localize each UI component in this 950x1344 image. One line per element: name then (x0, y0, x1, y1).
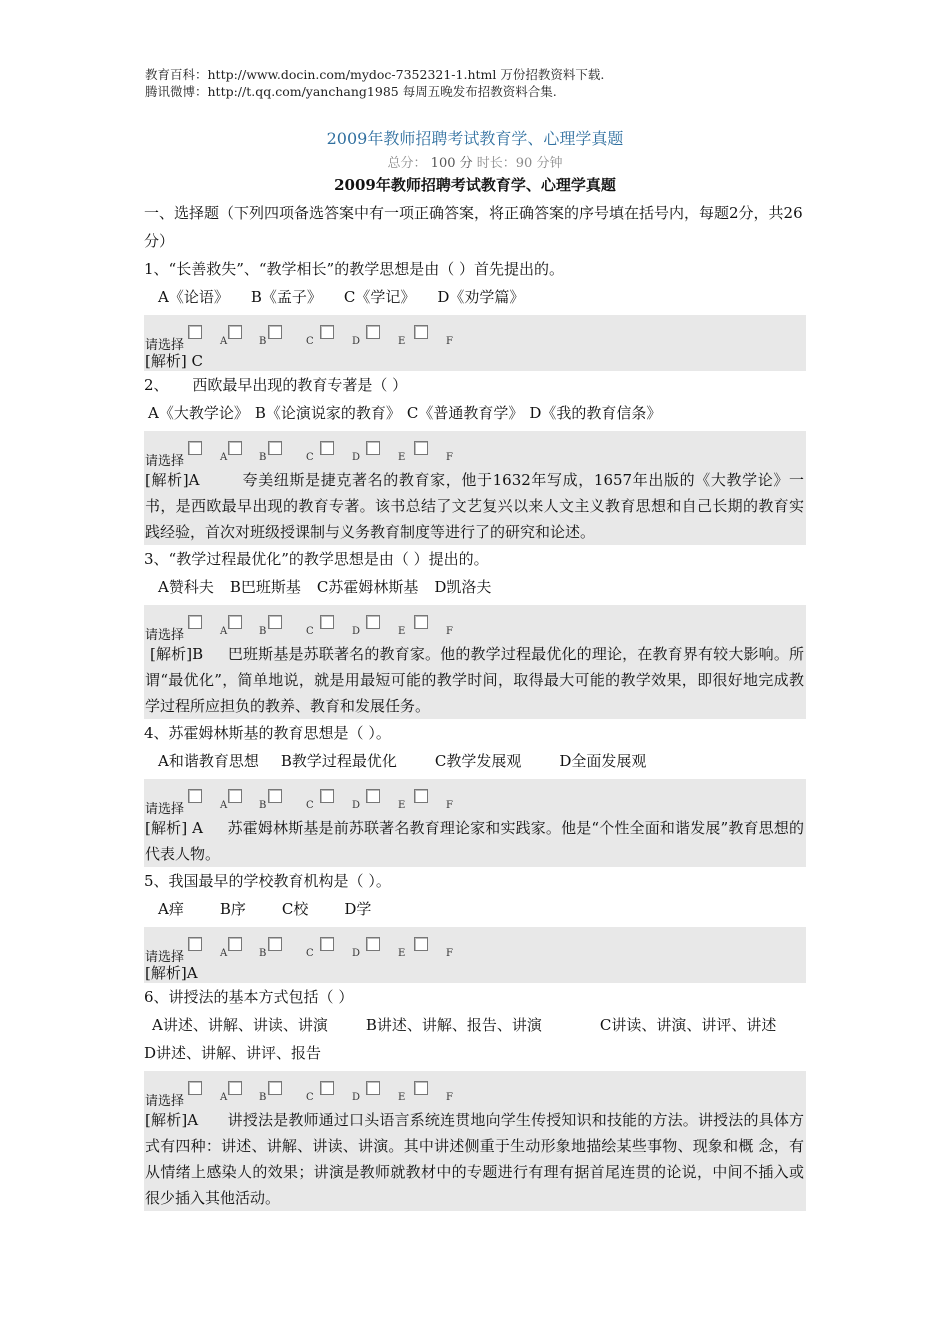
checkbox-label: D (352, 800, 361, 811)
option: A痒 (158, 900, 184, 918)
question-list (144, 199, 806, 1211)
checkbox-label: C (306, 626, 314, 637)
checkbox-label: F (446, 626, 453, 637)
checkbox-d[interactable] (320, 325, 334, 339)
checkbox-label: C (306, 452, 314, 463)
analysis-5: [解析]A (144, 963, 806, 983)
question-3: 3、“教学过程最优化”的教学思想是由（ ）提出的。 (144, 550, 489, 568)
checkbox-a[interactable] (188, 789, 202, 803)
duration-value: 90 分钟 (515, 156, 563, 171)
checkbox-label: B (259, 626, 267, 637)
option: A《大教学论》 (148, 404, 249, 422)
select-label: 请选择 (145, 1094, 185, 1109)
checkbox-c[interactable] (268, 441, 282, 455)
duration-label: 时长： (476, 156, 516, 171)
option: B讲述、讲解、报告、讲演 (365, 1016, 542, 1034)
page-header (145, 66, 604, 100)
checkbox-c[interactable] (268, 615, 282, 629)
checkbox-label: B (259, 948, 267, 959)
question-5-options (144, 895, 806, 923)
checkbox-a[interactable] (188, 325, 202, 339)
question-2-options (144, 399, 806, 427)
checkbox-label: E (398, 800, 406, 811)
option: C《学记》 (343, 288, 416, 306)
answer-select-row (144, 431, 806, 467)
checkbox-e[interactable] (366, 325, 380, 339)
answer-select-row (144, 315, 806, 351)
checkbox-b[interactable] (228, 1081, 242, 1095)
checkbox-label: B (259, 336, 267, 347)
question-3-options (144, 573, 806, 601)
exam-title: 2009年教师招聘考试教育学、心理学真题 (326, 129, 624, 148)
checkbox-label: D (352, 336, 361, 347)
question-6: 6、讲授法的基本方式包括（ ） (144, 988, 354, 1006)
checkbox-e[interactable] (366, 789, 380, 803)
question-2: 2、 西欧最早出现的教育专著是（ ） (144, 376, 408, 394)
checkbox-a[interactable] (188, 615, 202, 629)
select-label: 请选择 (145, 454, 185, 469)
answer-select-row (144, 779, 806, 815)
option: B序 (219, 900, 246, 918)
select-label: 请选择 (145, 338, 185, 353)
analysis-2: [解析]A 夸美纽斯是捷克著名的教育家，他于1632年写成，1657年出版的《大教学论》一书，是西欧最早出现的教育专著。该书总结了文艺复兴以来人文主义教育思想和自己长期的教育实践经验，首次对班级授课制与义务教育制度等进行了的研究和论述。 (144, 467, 806, 545)
exam-title-bold: 2009年教师招聘考试教育学、心理学真题 (334, 176, 616, 194)
checkbox-b[interactable] (228, 441, 242, 455)
checkbox-c[interactable] (268, 789, 282, 803)
option: A讲述、讲解、讲读、讲演 (152, 1016, 328, 1034)
checkbox-label: C (306, 336, 314, 347)
checkbox-label: B (259, 800, 267, 811)
option: C苏霍姆林斯基 (316, 578, 419, 596)
checkbox-label: A (220, 800, 228, 811)
checkbox-label: F (446, 1092, 453, 1103)
checkbox-label: F (446, 948, 453, 959)
analysis-4: [解析] A 苏霍姆林斯基是前苏联著名教育理论家和实践家。他是“个性全面和谐发展”教育思想的代表人物。 (144, 815, 806, 867)
exam-meta (0, 152, 950, 171)
question-4: 4、苏霍姆林斯基的教育思想是（ ）。 (144, 724, 391, 742)
checkbox-b[interactable] (228, 789, 242, 803)
answer-select-row (144, 1071, 806, 1107)
option: A和谐教育思想 (158, 752, 259, 770)
analysis-3: [解析]B 巴班斯基是苏联著名的教育家。他的教学过程最优化的理论，在教育界有较大影响。所谓“最优化”，简单地说，就是用最短可能的教学时间，取得最大可能的教学效果，即很好地完成教学过程所应担负的教养、教育和发展任务。 (144, 641, 806, 719)
checkbox-label: A (220, 1092, 228, 1103)
option: C教学发展观 (434, 752, 522, 770)
checkbox-label: C (306, 1092, 314, 1103)
checkbox-label: D (352, 948, 361, 959)
option: D《我的教育信条》 (529, 404, 662, 422)
checkbox-b[interactable] (228, 615, 242, 629)
checkbox-label: B (259, 452, 267, 463)
checkbox-label: F (446, 800, 453, 811)
checkbox-label: D (352, 452, 361, 463)
question-6-options (144, 1011, 806, 1039)
checkbox-a[interactable] (188, 441, 202, 455)
checkbox-label: E (398, 1092, 406, 1103)
checkbox-label: E (398, 948, 406, 959)
checkbox-f[interactable] (414, 789, 428, 803)
checkbox-d[interactable] (320, 937, 334, 951)
checkbox-label: A (220, 948, 228, 959)
option: B巴班斯基 (229, 578, 301, 596)
checkbox-f[interactable] (414, 615, 428, 629)
checkbox-f[interactable] (414, 937, 428, 951)
option: B《论演说家的教育》 (254, 404, 401, 422)
select-label: 请选择 (145, 628, 185, 643)
checkbox-a[interactable] (188, 1081, 202, 1095)
checkbox-label: A (220, 452, 228, 463)
analysis-6: [解析]A 讲授法是教师通过口头语言系统连贯地向学生传授知识和技能的方法。讲授法的具体方式有四种：讲述、讲解、讲读、讲演。其中讲述侧重于生动形象地描绘某些事物、现象和概 念，有从情绪上感染人的效果；讲演是教师就教材中的专题进行有理有据首尾连贯的论说，中间不插入或很少插入其他活动。 (144, 1107, 806, 1211)
option: D全面发展观 (559, 752, 647, 770)
checkbox-b[interactable] (228, 325, 242, 339)
question-4-options (144, 747, 806, 775)
checkbox-label: B (259, 1092, 267, 1103)
checkbox-d[interactable] (320, 1081, 334, 1095)
checkbox-label: A (220, 336, 228, 347)
total-label: 总分： (387, 156, 427, 171)
question-6-option-d: D讲述、讲解、讲评、报告 (144, 1044, 322, 1062)
select-label: 请选择 (145, 802, 185, 817)
analysis-1: [解析] C (144, 351, 806, 371)
checkbox-d[interactable] (320, 789, 334, 803)
checkbox-e[interactable] (366, 441, 380, 455)
checkbox-label: C (306, 800, 314, 811)
option: D《劝学篇》 (437, 288, 525, 306)
checkbox-b[interactable] (228, 937, 242, 951)
question-5: 5、我国最早的学校教育机构是（ ）。 (144, 872, 391, 890)
checkbox-label: D (352, 1092, 361, 1103)
checkbox-e[interactable] (366, 1081, 380, 1095)
header-line-docin: 教育百科：http://www.docin.com/mydoc-7352321-1.html 万份招教资料下载. (145, 67, 605, 82)
checkbox-label: F (446, 452, 453, 463)
checkbox-c[interactable] (268, 325, 282, 339)
option: D学 (344, 900, 372, 918)
checkbox-c[interactable] (268, 937, 282, 951)
option: A赞科夫 (158, 578, 214, 596)
checkbox-label: D (352, 626, 361, 637)
section-intro: 一、选择题（下列四项备选答案中有一项正确答案，将正确答案的序号填在括号内，每题2分，共26分） (144, 204, 803, 250)
checkbox-label: E (398, 336, 406, 347)
select-label: 请选择 (145, 950, 185, 965)
question-1: 1、“长善救失”、“教学相长”的教学思想是由（ ）首先提出的。 (144, 260, 564, 278)
checkbox-label: F (446, 336, 453, 347)
checkbox-label: E (398, 452, 406, 463)
checkbox-c[interactable] (268, 1081, 282, 1095)
option: B《孟子》 (250, 288, 322, 306)
option: C讲读、讲演、讲评、讲述 (599, 1016, 777, 1034)
option: A《论语》 (158, 288, 229, 306)
checkbox-e[interactable] (366, 937, 380, 951)
option: B教学过程最优化 (280, 752, 397, 770)
checkbox-d[interactable] (320, 615, 334, 629)
checkbox-a[interactable] (188, 937, 202, 951)
total-value: 100 分 (430, 156, 473, 171)
checkbox-d[interactable] (320, 441, 334, 455)
question-1-options (144, 283, 806, 311)
checkbox-label: E (398, 626, 406, 637)
checkbox-f[interactable] (414, 441, 428, 455)
checkbox-f[interactable] (414, 325, 428, 339)
option: C校 (281, 900, 309, 918)
answer-select-row (144, 605, 806, 641)
checkbox-f[interactable] (414, 1081, 428, 1095)
checkbox-e[interactable] (366, 615, 380, 629)
answer-select-row (144, 927, 806, 963)
checkbox-label: A (220, 626, 228, 637)
checkbox-label: C (306, 948, 314, 959)
option: C《普通教育学》 (406, 404, 524, 422)
option: D凯洛夫 (434, 578, 492, 596)
header-line-weibo: 腾讯微博：http://t.qq.com/yanchang1985 每周五晚发布招教资料合集. (145, 84, 557, 99)
